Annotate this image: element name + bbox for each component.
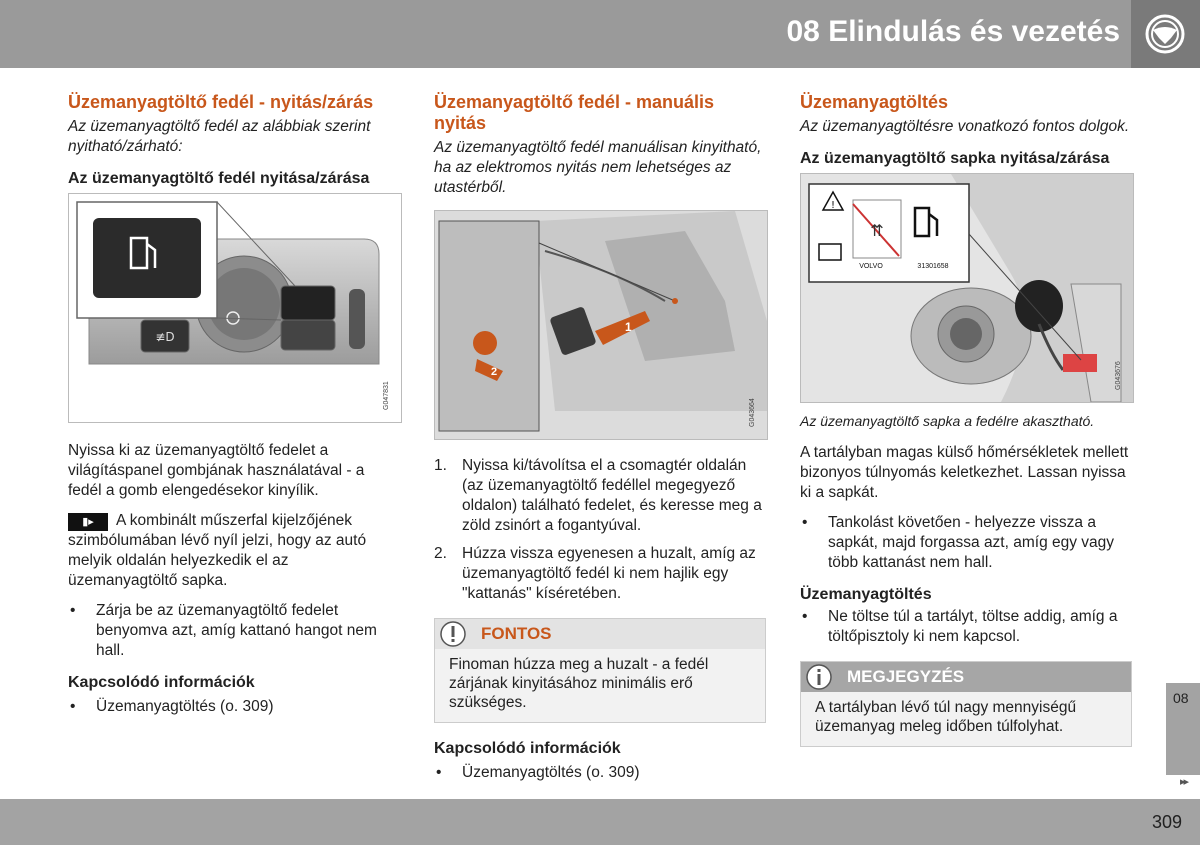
note-title: MEGJEGYZÉS	[847, 667, 965, 686]
page-number: 309	[1151, 812, 1182, 832]
fuel-cap-illustration	[801, 174, 1133, 402]
chapter-icon-box	[1131, 0, 1200, 68]
step-text: Húzza vissza egyenesen a huzalt, amíg az üzemanyagtöltő fedél ki nem hajlik egy "kattanás" kíséretében.	[462, 545, 756, 602]
important-box	[434, 618, 766, 723]
fuel-pump-arrow-icon: ▮▸	[68, 513, 108, 531]
step-text: Nyissa ki/távolítsa el a csomagtér oldalán (az üzemanyagtöltő fedéllel megegyező oldalon) található fedelet, és keresse meg a zöld zsinórt a fogantyúval.	[462, 457, 762, 534]
paragraph-with-symbol	[68, 511, 400, 591]
next-page-arrows-icon: ▸▸	[1180, 776, 1188, 788]
list-item: • Ne töltse túl a tartályt, töltse addig, amíg a töltőpisztoly ki nem kapcsol.	[800, 607, 1132, 647]
column-refueling	[800, 92, 1132, 757]
chapter-title: 08 Elindulás és vezetés	[786, 15, 1120, 48]
trunk-illustration	[435, 211, 767, 439]
list-item: • Zárja be az üzemanyagtöltő fedelet benyomva azt, amíg kattanó hangot nem hall.	[68, 601, 400, 661]
figure-caption: Az üzemanyagtöltő sapka a fedélre akasztható.	[800, 413, 1095, 429]
subheading: Az üzemanyagtöltő fedél nyitása/zárása	[68, 170, 370, 187]
svg-text:⇈: ⇈	[870, 221, 884, 240]
fuel-cap-figure	[800, 173, 1134, 403]
column-fuel-flap-open-close	[68, 92, 400, 725]
note-text: A tartályban lévő túl nagy mennyiségű üzemanyag meleg időben túlfolyhat.	[815, 699, 1077, 735]
important-header	[435, 619, 765, 649]
column-manual-opening	[434, 92, 766, 791]
subheading: Üzemanyagtöltés	[800, 586, 932, 603]
related-heading: Kapcsolódó információk	[68, 674, 255, 691]
step-item: 2. Húzza vissza egyenesen a huzalt, amíg az üzemanyagtöltő fedél ki nem hajlik egy "kattanás" kíséretében.	[434, 545, 756, 602]
related-link[interactable]: • Üzemanyagtöltés (o. 309)	[434, 763, 766, 783]
chapter-side-tab-label: 08	[1173, 690, 1189, 706]
section-heading: Üzemanyagtöltő fedél - manuális nyitás	[434, 92, 715, 133]
section-intro: Az üzemanyagtöltő fedél az alábbiak szerint nyitható/zárható:	[68, 118, 371, 155]
section-heading: Üzemanyagtöltés	[800, 92, 949, 112]
related-heading: Kapcsolódó információk	[434, 740, 621, 757]
figure-code: G043664	[749, 398, 756, 427]
light-panel-figure	[68, 193, 402, 423]
light-panel-illustration	[69, 194, 401, 422]
exclamation-icon	[439, 620, 467, 648]
paragraph-text: A kombinált műszerfal kijelzőjének szimbólumában lévő nyíl jelzi, hogy az autó melyik oldalán helyezkedik el az üzemanyagtöltő sapka.	[68, 512, 367, 589]
figure-code: G043676	[1115, 361, 1122, 390]
paragraph: Nyissa ki az üzemanyagtöltő fedelet a világításpanel gombjának használatával - a fedél a gomb elengedésekor kinyílik.	[68, 442, 365, 499]
figure-code: G047831	[383, 381, 390, 410]
paragraph: A tartályban magas külső hőmérsékletek mellett bizonyos túlnyomás keletkezhet. Lassan nyissa ki a sapkát.	[800, 444, 1129, 501]
note-box	[800, 661, 1132, 747]
important-text: Finoman húzza meg a huzalt - a fedél zárjának kinyitásához minimális erő szükséges.	[449, 656, 709, 711]
label-brand: VOLVO	[859, 263, 883, 270]
related-link[interactable]: • Üzemanyagtöltés (o. 309)	[68, 697, 400, 717]
important-title: FONTOS	[481, 624, 552, 643]
subheading: Az üzemanyagtöltő sapka nyitása/zárása	[800, 150, 1110, 167]
svg-text:≢D: ≢D	[155, 330, 175, 344]
section-intro: Az üzemanyagtöltő fedél manuálisan kinyitható, ha az elektromos nyitás nem lehetséges az utastérből.	[434, 139, 762, 196]
steering-wheel-icon	[1131, 0, 1200, 68]
step-item: 1. Nyissa ki/távolítsa el a csomagtér oldalán (az üzemanyagtöltő fedéllel megegyező oldalon) található fedelet, és keresse meg a zöld zsinórt a fogantyúval.	[434, 457, 762, 534]
step-one-marker: 1	[625, 320, 632, 334]
svg-text:!: !	[830, 200, 836, 211]
section-heading: Üzemanyagtöltő fedél - nyitás/zárás	[68, 92, 374, 112]
note-header	[801, 662, 1131, 692]
section-intro: Az üzemanyagtöltésre vonatkozó fontos dolgok.	[800, 118, 1130, 135]
info-icon	[805, 663, 833, 691]
label-number: 31301658	[917, 263, 949, 270]
trunk-figure	[434, 210, 768, 440]
page-footer	[0, 799, 1200, 845]
list-item: • Tankolást követően - helyezze vissza a sapkát, majd forgassa azt, amíg egy vagy több kattanást nem hall.	[800, 513, 1132, 573]
step-two-marker: 2	[491, 366, 498, 378]
